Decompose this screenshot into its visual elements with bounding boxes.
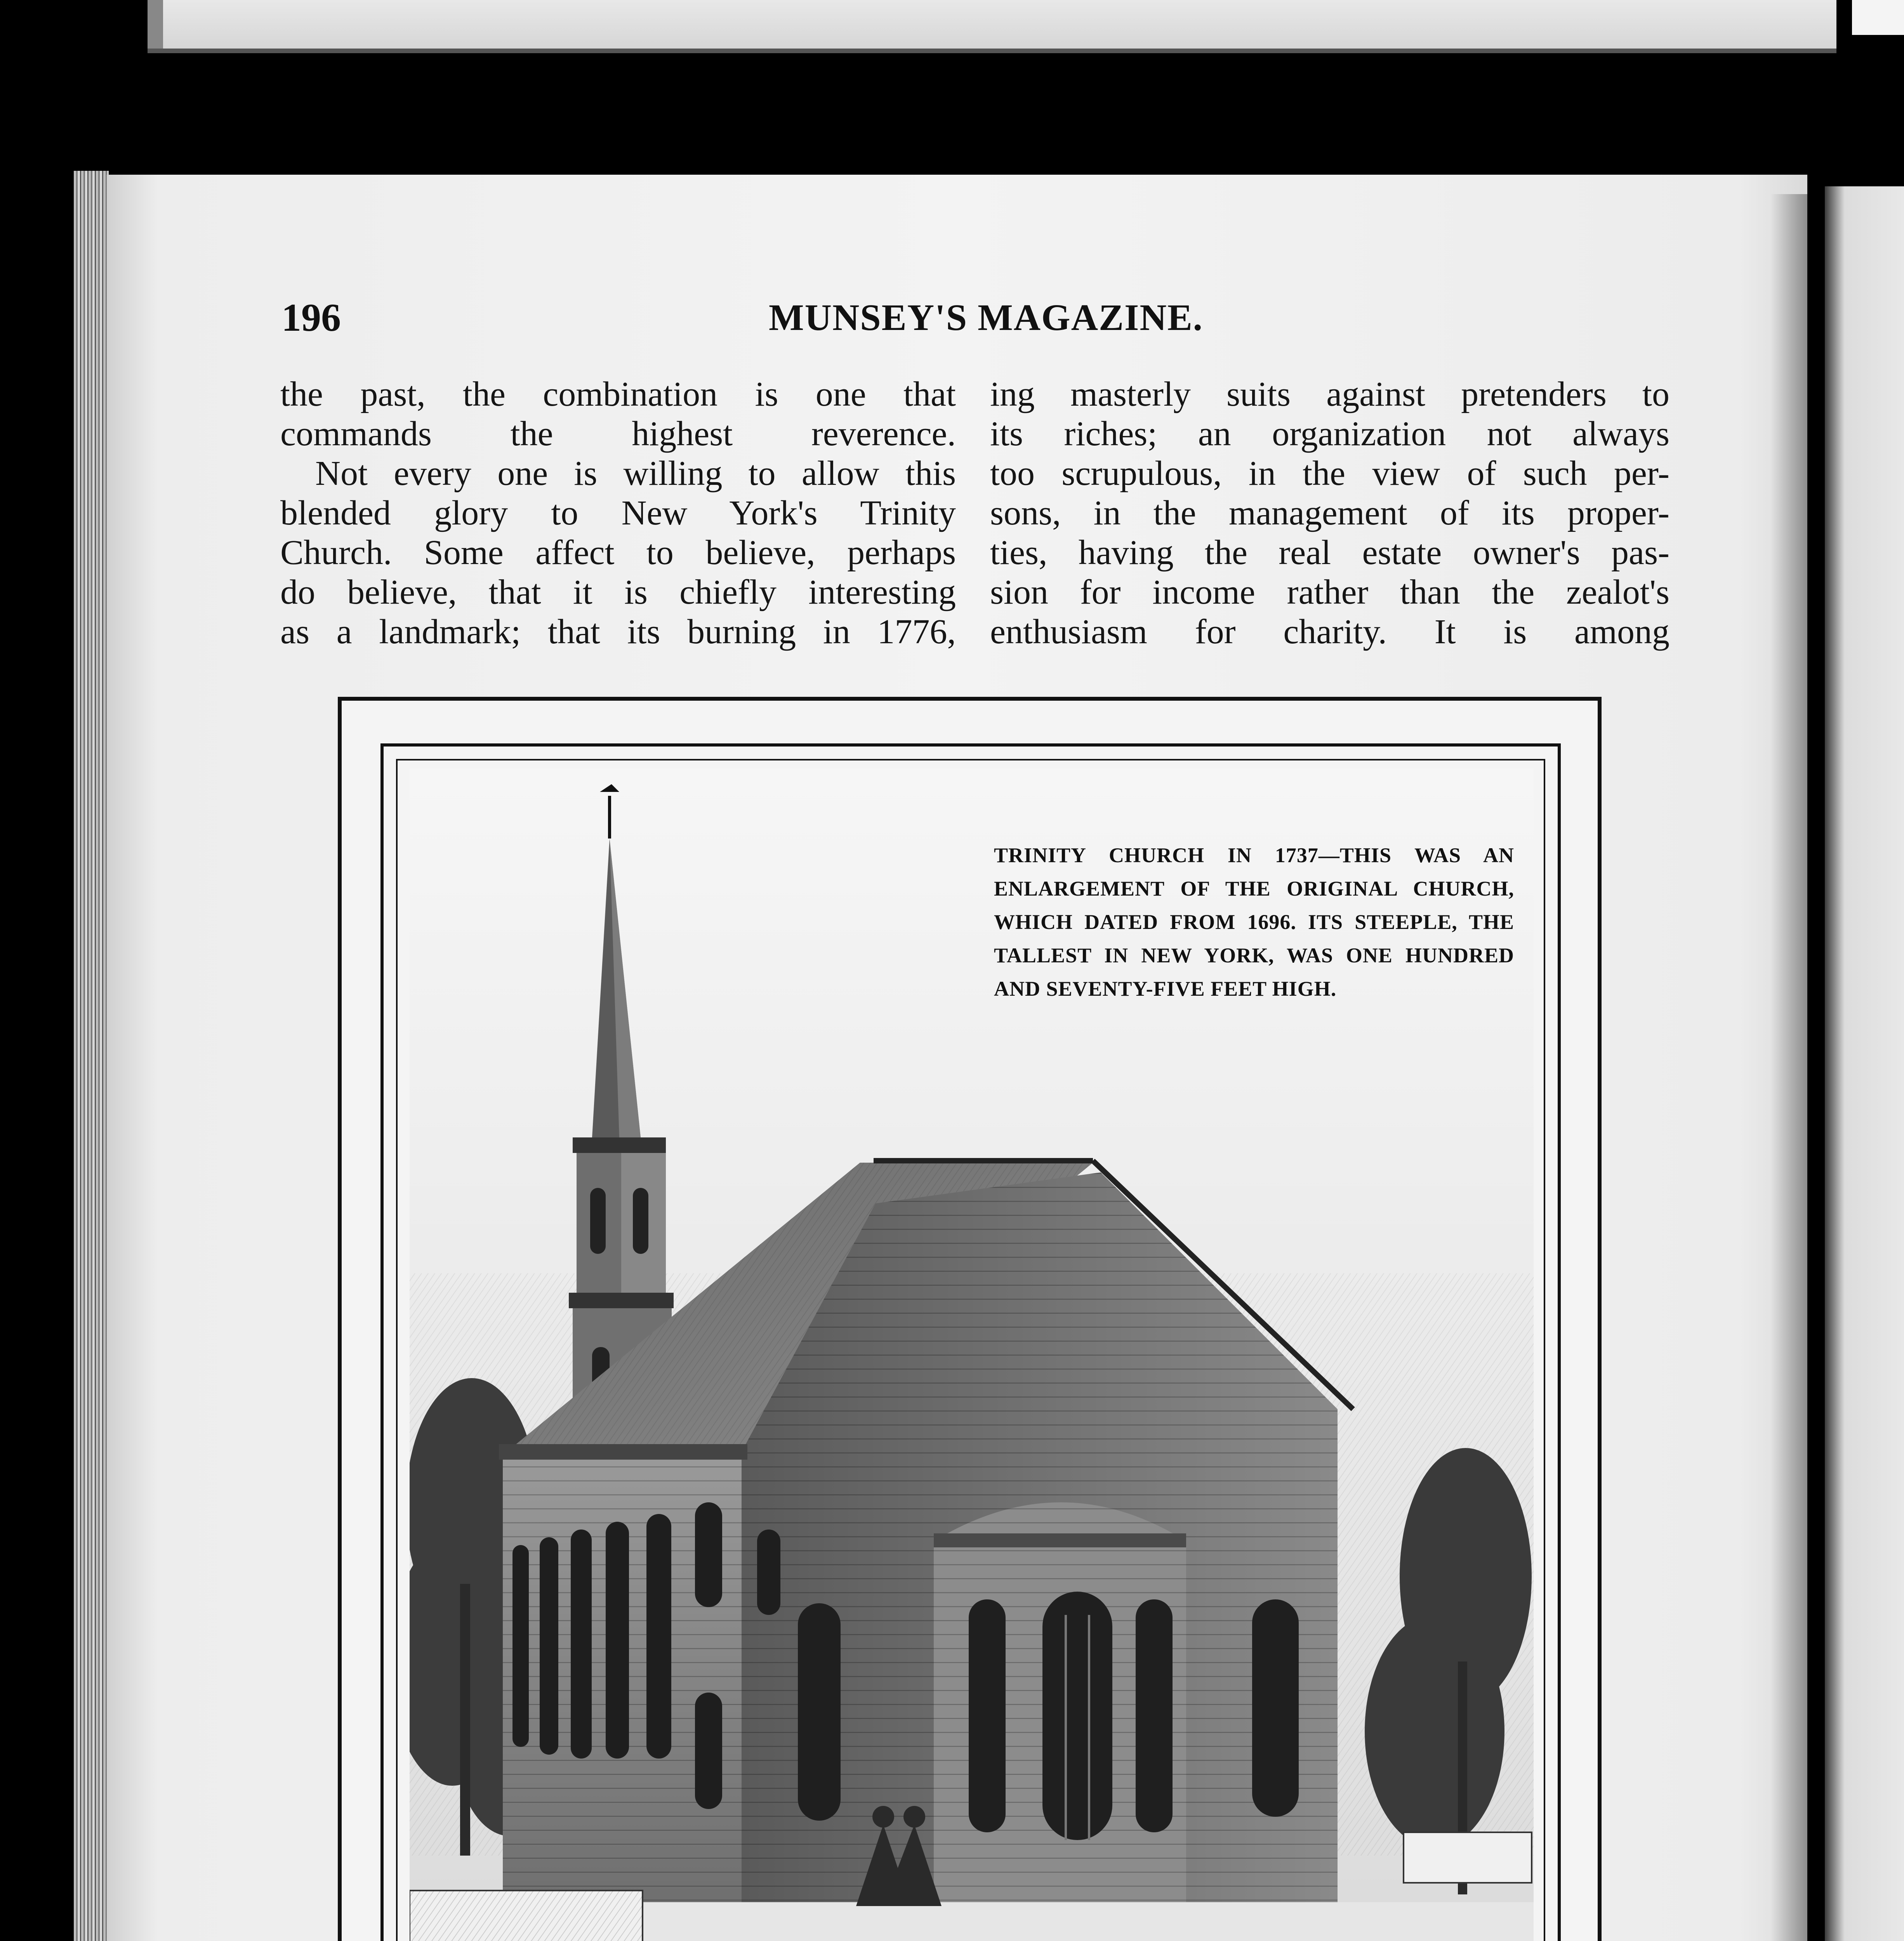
text-column-top-left (280, 375, 956, 652)
text-line: ties, having the real estate owner's pas- (990, 533, 1669, 572)
text-line: ing masterly suits against pretenders to (990, 375, 1669, 413)
text-line: too scrupulous, in the view of such per- (990, 454, 1669, 493)
running-head: MUNSEY'S MAGAZINE. (769, 297, 1203, 338)
page-number: 196 (281, 296, 341, 340)
adjacent-page-edge (1825, 186, 1904, 1941)
stacked-page-edges (74, 171, 109, 1941)
text-line: enthusiasm for charity. It is among (990, 613, 1669, 651)
text-line: Not every one is willing to allow this (315, 454, 956, 493)
text-column-top-right (990, 375, 1669, 652)
text-line: sons, in the management of its proper- (990, 494, 1669, 532)
page-corner-fragment (1852, 0, 1904, 35)
previous-page-strip (148, 0, 1836, 53)
text-line: commands the highest reverence. (280, 415, 956, 453)
text-line: its riches; an organization not always (990, 415, 1669, 453)
text-line: sion for income rather than the zealot's (990, 573, 1669, 611)
text-line: blended glory to New York's Trinity (280, 494, 956, 532)
text-line: as a landmark; that its burning in 1776, (280, 613, 956, 651)
text-line: the past, the combination is one that (280, 375, 956, 413)
apse (934, 1502, 1186, 1906)
illustration-caption: TRINITY CHURCH IN 1737—THIS WAS AN ENLARGEMENT OF THE ORIGINAL CHURCH, WHICH DATED FROM 1696. ITS STEEPLE, THE TALLEST IN NEW YORK, WAS ONE HUNDRED AND SEVENTY-FIVE FEET HIGH. (994, 844, 1514, 1000)
text-line: Church. Some affect to believe, perhaps (280, 533, 956, 572)
gutter-shadow (1770, 194, 1817, 1941)
text-line: do believe, that it is chiefly interesting (280, 573, 956, 611)
